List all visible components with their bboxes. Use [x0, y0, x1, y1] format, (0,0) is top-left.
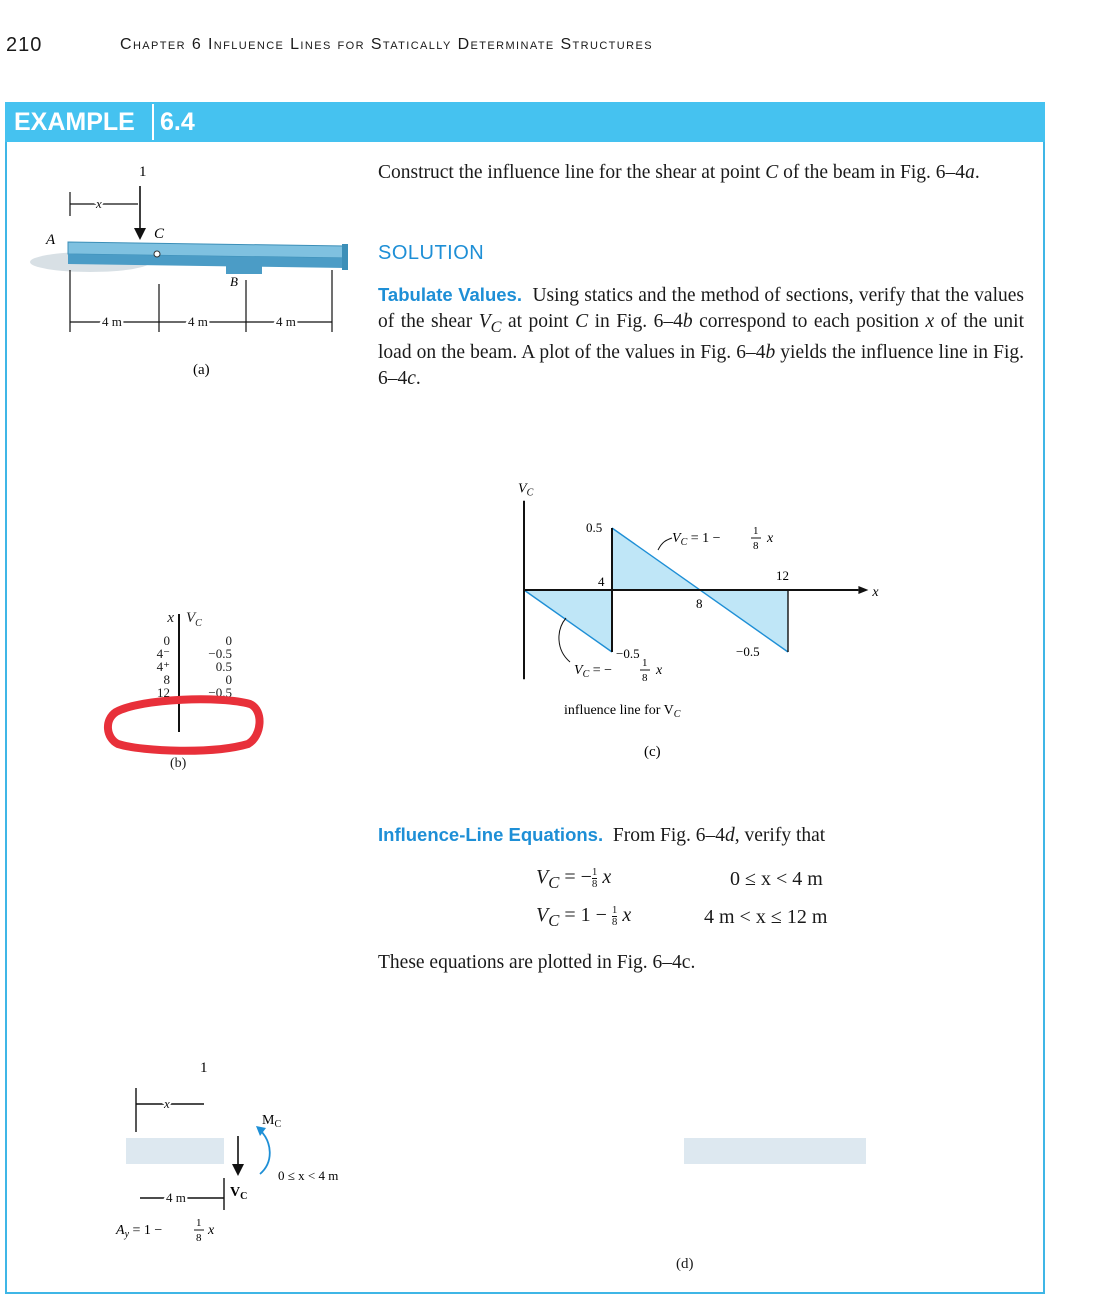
equations-heading: Influence-Line Equations. — [378, 824, 604, 845]
fig-a-span1: 4 m — [102, 314, 122, 329]
chart-annot-lower-den: 8 — [642, 672, 648, 684]
fig-b-x-column — [140, 634, 170, 699]
fig-d-range: 0 ≤ x < 4 m — [278, 1168, 339, 1183]
fig-a-x-label: x — [96, 196, 102, 211]
table-cell: 4⁻ — [156, 646, 170, 661]
fig-b-v-column — [188, 634, 232, 699]
fig-d-vc-label: $V_C$ — [230, 1185, 248, 1202]
table-cell: 0.5 — [215, 659, 232, 674]
fig-b-header-x: x — [167, 610, 174, 626]
solution-heading: SOLUTION — [378, 242, 485, 264]
equation-1: $V_C$ = − $\frac{1}{8}$ x — [536, 865, 612, 892]
table-cell: 0 — [163, 633, 170, 648]
chart-annot-upper: $V_C = 1$ − — [672, 531, 721, 548]
chart-tick-4: 4 — [598, 574, 605, 589]
equation-1-range: 0 ≤ x < 4 m — [730, 868, 823, 890]
fig-a-label-B: B — [230, 274, 238, 289]
table-cell: 12 — [157, 685, 170, 700]
fig-d-caption: (d) — [676, 1256, 694, 1272]
tabulate-heading: Tabulate Values. — [378, 284, 522, 305]
chart-x-arrow — [858, 586, 868, 594]
chart-annot-upper-leader — [658, 538, 672, 550]
red-highlight-annotation — [102, 692, 266, 760]
chart-annot-lower: $V_C$ = − — [574, 663, 613, 680]
fig-d-ay-num: 1 — [196, 1217, 202, 1229]
chart-tick-12: 12 — [776, 568, 789, 583]
equation-2: $V_C = 1$ − $\frac{1}{8}$ x — [536, 903, 632, 930]
chart-tick-8: 8 — [696, 596, 703, 611]
fig-a-support-B — [226, 266, 262, 274]
page-number: 210 — [6, 34, 43, 56]
figure-a — [20, 150, 370, 390]
fig-a-caption: (a) — [193, 362, 210, 378]
fig-a-load-label: 1 — [139, 164, 147, 180]
equations-intro: Influence-Line Equations. From Fig. 6–4d, verify that — [378, 824, 826, 846]
fig-b-header-v: $V_C$ — [186, 610, 202, 629]
figure-c-chart — [510, 481, 880, 770]
chart-caption-title: influence line for $V_C$ — [564, 703, 681, 720]
running-head: Chapter 6 Influence Lines for Statically Determinate Structures — [120, 36, 653, 53]
chart-annot-lower-x: x — [656, 663, 663, 678]
fig-d-ay: $A_y = 1$ − — [116, 1223, 163, 1240]
fig-d-beam-segment-right — [684, 1138, 866, 1164]
fig-d-x-label: x — [164, 1096, 170, 1111]
chart-annot-upper-num: 1 — [753, 525, 759, 537]
problem-statement: Construct the influence line for the shear at point C of the beam in Fig. 6–4a. — [378, 162, 980, 183]
fig-d-ay-den: 8 — [196, 1232, 202, 1244]
fig-a-span2: 4 m — [188, 314, 208, 329]
fig-d-load-label: 1 — [200, 1060, 208, 1076]
figure-d — [100, 1050, 400, 1250]
chart-annot-lower-leader — [559, 618, 570, 662]
chart-annot-upper-x: x — [767, 531, 774, 546]
chart-x-label: x — [872, 585, 879, 600]
fig-d-moment-arrow — [260, 1130, 270, 1174]
chart-value-label-neg0.5-left: −0.5 — [616, 646, 640, 661]
tabulate-paragraph: Tabulate Values. Using statics and the method of sections, verify that the values of the shear $V_C$ at point C in Fig. 6–4b correspond to each position x of the unit load on the beam. A plot of the values in Fig. 6–4b yields the influence line in Fig. 6–4c. — [378, 284, 1025, 389]
fig-a-arrowhead — [134, 228, 146, 240]
chart-y-label: $V_C$ — [518, 481, 534, 499]
table-cell: 8 — [163, 672, 170, 687]
chart-annot-lower-num: 1 — [642, 657, 648, 669]
example-label: EXAMPLE — [14, 108, 135, 136]
fig-d-span: 4 m — [166, 1190, 186, 1205]
table-cell: −0.5 — [208, 685, 232, 700]
fig-d-mc-label: $M_C$ — [262, 1113, 282, 1130]
fig-d-beam-segment — [126, 1138, 224, 1164]
example-number: 6.4 — [152, 104, 201, 140]
table-cell: 4⁺ — [156, 659, 170, 674]
fig-a-label-A: A — [46, 232, 56, 248]
fig-d-ay-x: x — [208, 1223, 215, 1238]
equation-2-range: 4 m < x ≤ 12 m — [704, 906, 828, 928]
fig-b-caption: (b) — [170, 756, 187, 771]
table-cell: −0.5 — [208, 646, 232, 661]
fig-a-span3: 4 m — [276, 314, 296, 329]
chart-annot-upper-den: 8 — [753, 540, 759, 552]
chart-value-label-0.5: 0.5 — [586, 520, 603, 535]
equations-closing: These equations are plotted in Fig. 6–4c. — [378, 952, 696, 973]
table-cell: 0 — [225, 672, 232, 687]
chart-caption: (c) — [644, 744, 661, 760]
table-cell: 0 — [225, 633, 232, 648]
chart-value-label-neg0.5-right: −0.5 — [736, 644, 760, 659]
fig-a-label-C: C — [154, 226, 165, 242]
